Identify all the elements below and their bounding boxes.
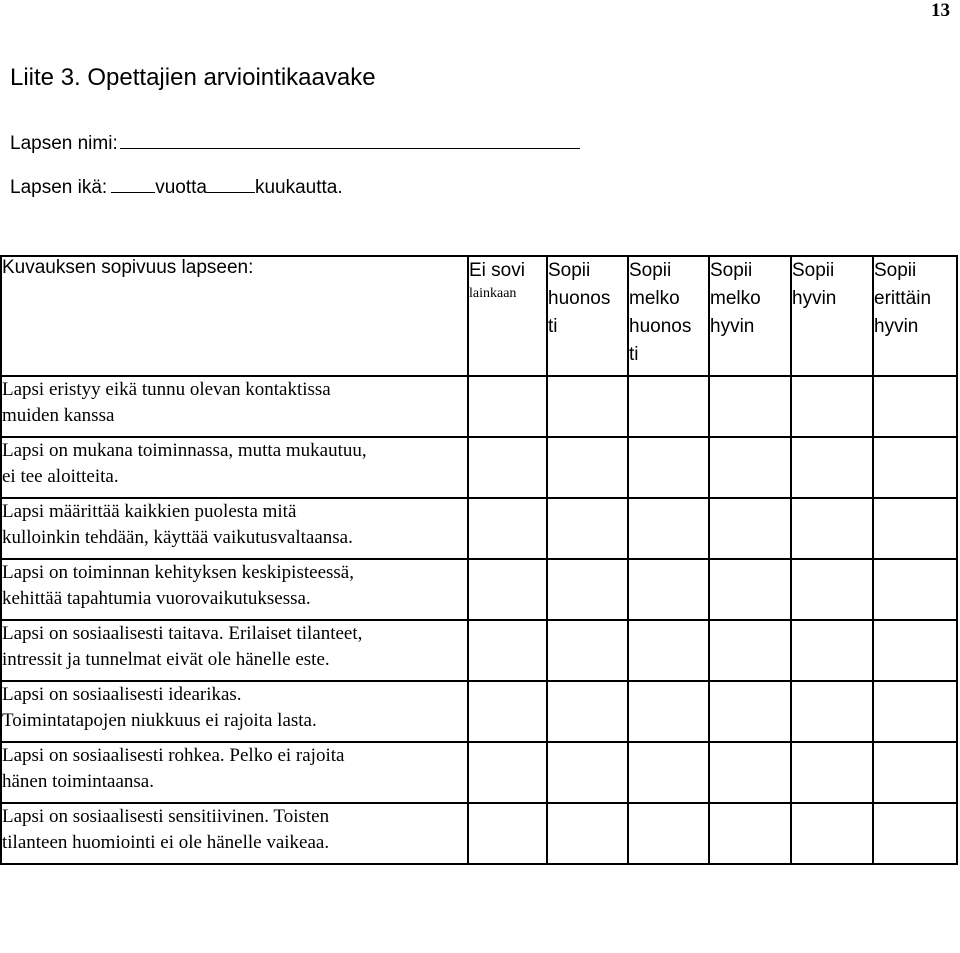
row-description-line1: Lapsi on sosiaalisesti rohkea. Pelko ei rajoita xyxy=(2,745,345,766)
header-fairly-poorly-line1: Sopii xyxy=(629,260,672,281)
table-header-row xyxy=(1,256,957,376)
rating-cell[interactable] xyxy=(628,681,709,742)
row-description xyxy=(1,376,468,437)
table-row xyxy=(1,742,957,803)
row-description-line1: Lapsi määrittää kaikkien puolesta mitä xyxy=(2,501,297,522)
rating-cell[interactable] xyxy=(468,437,547,498)
rating-cell[interactable] xyxy=(547,559,628,620)
rating-cell[interactable] xyxy=(628,437,709,498)
header-fairly-well-line1: Sopii xyxy=(710,260,753,281)
rating-cell[interactable] xyxy=(547,498,628,559)
rating-cell[interactable] xyxy=(628,559,709,620)
rating-cell[interactable] xyxy=(873,681,957,742)
header-fairly-poorly-line3: huonos xyxy=(629,316,692,337)
rating-cell[interactable] xyxy=(709,437,791,498)
age-years-label: vuotta xyxy=(155,177,207,198)
child-name-field xyxy=(10,130,580,155)
child-name-blank[interactable] xyxy=(120,130,580,149)
rating-cell[interactable] xyxy=(709,498,791,559)
table-row xyxy=(1,498,957,559)
rating-cell[interactable] xyxy=(873,437,957,498)
rating-cell[interactable] xyxy=(791,376,873,437)
rating-cell[interactable] xyxy=(547,681,628,742)
rating-cell[interactable] xyxy=(628,376,709,437)
row-description-line2: kehittää tapahtumia vuorovaikutuksessa. xyxy=(2,588,311,609)
rating-cell[interactable] xyxy=(628,620,709,681)
row-description xyxy=(1,620,468,681)
header-fairly-well xyxy=(709,256,791,376)
rating-cell[interactable] xyxy=(873,742,957,803)
rating-cell[interactable] xyxy=(468,803,547,864)
header-fairly-poorly-line4: ti xyxy=(629,344,639,365)
header-fairly-well-line3: hyvin xyxy=(710,316,755,337)
header-very-well xyxy=(873,256,957,376)
rating-cell[interactable] xyxy=(791,498,873,559)
header-poorly-line2: huonos xyxy=(548,288,611,309)
table-row xyxy=(1,681,957,742)
rating-cell[interactable] xyxy=(709,559,791,620)
assessment-table xyxy=(0,255,958,865)
row-description xyxy=(1,681,468,742)
rating-cell[interactable] xyxy=(873,803,957,864)
rating-cell[interactable] xyxy=(547,742,628,803)
table-row xyxy=(1,620,957,681)
table-row xyxy=(1,803,957,864)
header-well-line1: Sopii xyxy=(792,260,835,281)
header-fairly-well-line2: melko xyxy=(710,288,761,309)
rating-cell[interactable] xyxy=(468,376,547,437)
row-description-line1: Lapsi on sosiaalisesti sensitiivinen. Toisten xyxy=(2,806,330,827)
header-description: Kuvauksen sopivuus lapseen: xyxy=(1,256,468,376)
rating-cell[interactable] xyxy=(468,559,547,620)
header-poorly-line1: Sopii xyxy=(548,260,591,281)
table-row xyxy=(1,559,957,620)
rating-cell[interactable] xyxy=(873,559,957,620)
rating-cell[interactable] xyxy=(468,498,547,559)
rating-cell[interactable] xyxy=(791,742,873,803)
header-very-well-line1: Sopii xyxy=(874,260,917,281)
row-description-line2: ei tee aloitteita. xyxy=(2,466,119,487)
row-description xyxy=(1,498,468,559)
rating-cell[interactable] xyxy=(791,559,873,620)
age-months-blank[interactable] xyxy=(207,174,255,193)
rating-cell[interactable] xyxy=(791,681,873,742)
rating-cell[interactable] xyxy=(709,742,791,803)
row-description-line2: intressit ja tunnelmat eivät ole hänelle este. xyxy=(2,649,330,670)
rating-cell[interactable] xyxy=(709,620,791,681)
rating-cell[interactable] xyxy=(547,620,628,681)
header-very-well-line3: hyvin xyxy=(874,316,919,337)
row-description xyxy=(1,437,468,498)
header-fairly-poorly-line2: melko xyxy=(629,288,680,309)
rating-cell[interactable] xyxy=(628,803,709,864)
rating-cell[interactable] xyxy=(791,620,873,681)
age-months-label: kuukautta. xyxy=(254,177,343,198)
rating-cell[interactable] xyxy=(791,437,873,498)
header-not-at-all xyxy=(468,256,547,376)
rating-cell[interactable] xyxy=(709,803,791,864)
rating-cell[interactable] xyxy=(709,681,791,742)
rating-cell[interactable] xyxy=(628,498,709,559)
rating-cell[interactable] xyxy=(709,376,791,437)
page-title: Liite 3. Opettajien arviointikaavake xyxy=(10,64,376,91)
rating-cell[interactable] xyxy=(468,681,547,742)
header-fairly-poorly xyxy=(628,256,709,376)
rating-cell[interactable] xyxy=(547,376,628,437)
row-description-line1: Lapsi eristyy eikä tunnu olevan kontaktissa xyxy=(2,379,331,400)
rating-cell[interactable] xyxy=(547,437,628,498)
row-description-line2: tilanteen huomiointi ei ole hänelle vaikeaa. xyxy=(2,832,330,853)
header-not-at-all-line1: Ei sovi xyxy=(469,260,525,281)
rating-cell[interactable] xyxy=(628,742,709,803)
row-description-line2: kulloinkin tehdään, käyttää vaikutusvaltaansa. xyxy=(2,527,353,548)
table-row xyxy=(1,376,957,437)
header-not-at-all-line2: lainkaan xyxy=(469,286,517,301)
header-poorly xyxy=(547,256,628,376)
row-description xyxy=(1,803,468,864)
row-description xyxy=(1,559,468,620)
row-description-line1: Lapsi on sosiaalisesti taitava. Erilaiset tilanteet, xyxy=(2,623,363,644)
rating-cell[interactable] xyxy=(873,498,957,559)
child-age-label: Lapsen ikä: xyxy=(10,177,108,198)
rating-cell[interactable] xyxy=(873,376,957,437)
row-description-line2: Toimintatapojen niukkuus ei rajoita lasta. xyxy=(2,710,317,731)
rating-cell[interactable] xyxy=(468,742,547,803)
header-very-well-line2: erittäin xyxy=(874,288,932,309)
header-well-line2: hyvin xyxy=(792,288,837,309)
table-row xyxy=(1,437,957,498)
child-age-field xyxy=(10,174,343,199)
header-poorly-line3: ti xyxy=(548,316,558,337)
rating-cell[interactable] xyxy=(468,620,547,681)
header-well xyxy=(791,256,873,376)
row-description-line1: Lapsi on mukana toiminnassa, mutta mukautuu, xyxy=(2,440,367,461)
age-years-blank[interactable] xyxy=(111,174,155,193)
row-description-line1: Lapsi on sosiaalisesti idearikas. xyxy=(2,684,242,705)
rating-cell[interactable] xyxy=(873,620,957,681)
row-description-line1: Lapsi on toiminnan kehityksen keskipisteessä, xyxy=(2,562,354,583)
row-description-line2: muiden kanssa xyxy=(2,405,115,426)
row-description-line2: hänen toimintaansa. xyxy=(2,771,154,792)
rating-cell[interactable] xyxy=(547,803,628,864)
row-description xyxy=(1,742,468,803)
page-number: 13 xyxy=(931,0,950,21)
child-name-label: Lapsen nimi: xyxy=(10,133,118,154)
rating-cell[interactable] xyxy=(791,803,873,864)
